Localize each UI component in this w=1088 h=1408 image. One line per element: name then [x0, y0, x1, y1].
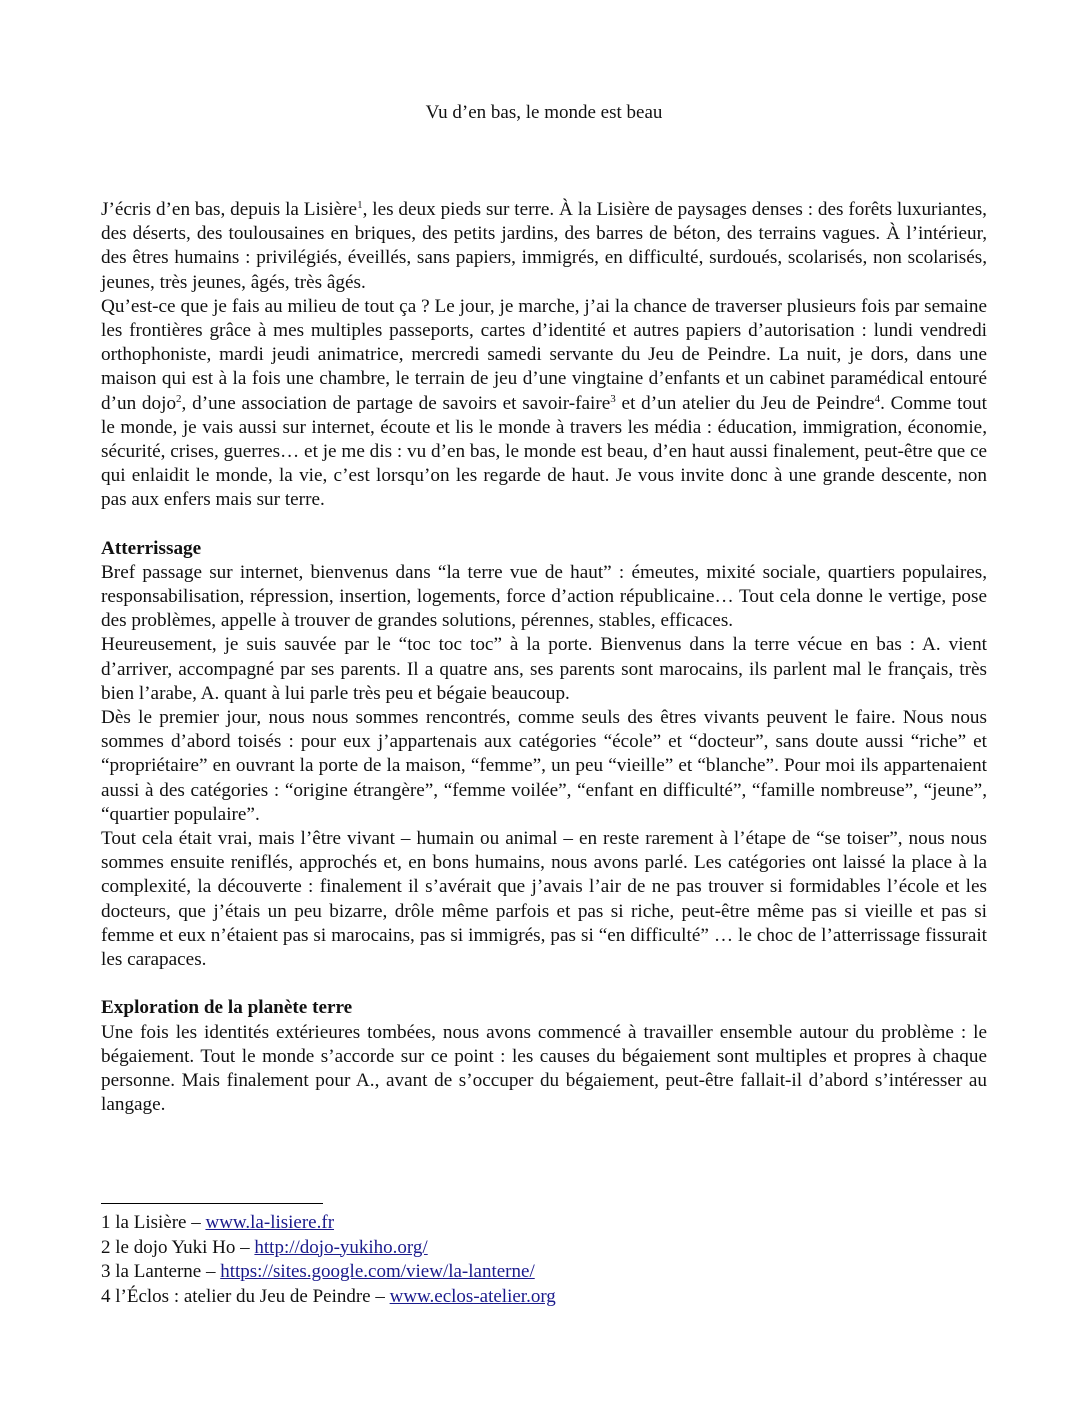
footnote-2	[101, 1236, 987, 1261]
footnote-4	[101, 1285, 987, 1310]
footnote-link[interactable]: www.la-lisiere.fr	[205, 1212, 335, 1233]
footnote-link[interactable]: http://dojo-yukiho.org/	[254, 1236, 428, 1258]
intro-paragraph-2	[101, 295, 987, 513]
section1-paragraph-2: Heureusement, je suis sauvée par le “toc toc toc” à la porte. Bienvenus dans la terre vécue en bas : A. vient d’arriver, accompagné par ses parents. Il a quatre ans, ses parents sont marocains, ils parlent mal le français, très bien l’arabe, A. quant à lui parle très peu et bégaie beaucoup.	[101, 634, 987, 704]
section1-paragraph-3: Dès le premier jour, nous nous sommes rencontrés, comme seuls des êtres vivants peuvent le faire. Nous nous sommes d’abord toisés : pour eux j’appartenais aux catégories “école” et “docteur”, sans doute aussi “riche” et “propriétaire” en ouvrant la porte de la maison, “femme”, un peu “vieille” et “blanche”. Pour moi ils appartenaient aussi à des catégories : “origine étrangère”, “femme voilée”, “enfant en difficulté”, “famille nombreuse”, “jeune”, “quartier populaire”.	[101, 707, 987, 825]
section1-paragraph-4: Tout cela était vrai, mais l’être vivant – humain ou animal – en reste rarement à l’étape de “se toiser”, nous nous sommes ensuite reniflés, approchés et, en bons humains, nous avons parlé. Les catégories ont laissé la place à la complexité, la découverte : finalement il s’avérait que j’avais l’air de ne pas trouver si formidables l’école et les docteurs, que j’étais un peu bizarre, drôle même parfois et pas si riche, peut-être même pas si vieille et pas si femme et eux n’étaient pas si marocains, pas si immigrés, pas si “en difficulté” … le choc de l’atterrissage fissurait les carapaces.	[101, 828, 987, 971]
footnote-1	[101, 1211, 987, 1236]
footnote-link[interactable]: https://sites.google.com/view/la-lanterne/	[220, 1261, 535, 1282]
article-body	[101, 198, 987, 1117]
section2-paragraph-1: Une fois les identités extérieures tombées, nous avons commencé à travailler ensemble autour du problème : le bégaiement. Tout le monde s’accorde sur ce point : les causes du bégaiement sont multiples et propres à chaque personne. Mais finalement pour A., avant de s’occuper du bégaiement, peut-être fallait-il d’abord s’intéresser au langage.	[101, 1021, 987, 1116]
section-heading-atterrissage: Atterrissage	[101, 537, 202, 559]
footnote-ref-2[interactable]: 2	[176, 392, 182, 405]
page-title: Vu d’en bas, le monde est beau	[425, 102, 663, 123]
footnote-number: 1	[101, 1212, 111, 1233]
footnote-number: 2	[101, 1236, 111, 1258]
footnote-ref-3[interactable]: 3	[610, 392, 616, 405]
footnote-link[interactable]: www.eclos-atelier.org	[389, 1285, 556, 1307]
footnote-ref-1[interactable]: 1	[357, 199, 363, 211]
footnote-separator	[101, 1203, 323, 1204]
text-run: , d’une association de partage de savoirs et savoir-faire	[181, 392, 611, 414]
section-heading-exploration: Exploration de la planète terre	[101, 997, 353, 1019]
text-run: Qu’est-ce que je fais au milieu de tout ça ? Le jour, je marche, j’ai la chance de traverser plusieurs fois par semaine les frontières grâce à mes multiples passeports, cartes d’identité et autres papiers d’autorisation : lundi vendredi orthophoniste, mardi jeudi animatrice, mercredi samedi servante du Jeu de Peindre. La nuit, je dors, dans une maison qui est à la fois une chambre, le terrain de jeu d’une vingtaine d’enfants et un cabinet paramédical entouré d’un dojo	[101, 295, 987, 414]
footnote-text: la Lanterne –	[110, 1261, 221, 1282]
footnotes	[101, 1211, 987, 1309]
text-run: , les deux pieds sur terre. À la Lisière de paysages denses : des forêts luxuriantes, des déserts, des toulousaines en briques, des petits jardins, des barres de béton, des terrains vagues. À l’intérieur, des êtres humains : privilégiés, éveillés, sans papiers, immigrés, en difficulté, surdoués, scolarisés, non scolarisés, jeunes, très jeunes, âgés, très âgés.	[101, 199, 987, 293]
footnote-ref-4[interactable]: 4	[874, 392, 881, 405]
footnote-text: la Lisière –	[110, 1212, 206, 1233]
footnote-text: l’Éclos : atelier du Jeu de Peindre –	[110, 1285, 390, 1307]
section1-paragraph-1: Bref passage sur internet, bienvenus dans “la terre vue de haut” : émeutes, mixité sociale, quartiers populaires, responsabilisation, répression, insertion, logements, force d’action républicaine… Tout cela donne le vertige, pose des problèmes, appelle à trouver de grandes solutions, pérennes, stables, efficaces.	[101, 561, 987, 632]
footnote-number: 4	[101, 1285, 111, 1307]
footnote-text: le dojo Yuki Ho –	[110, 1236, 255, 1258]
footnote-number: 3	[101, 1261, 111, 1282]
text-run: J’écris d’en bas, depuis la Lisière	[101, 199, 358, 220]
intro-paragraph-1	[101, 198, 987, 295]
text-run: et d’un atelier du Jeu de Peindre	[615, 392, 875, 414]
footnote-3	[101, 1260, 987, 1285]
text-run: . Comme tout le monde, je vais aussi sur internet, écoute et lis le monde à travers les média : éducation, immigration, économie, sécurité, crises, guerres… et je me dis : vu d’en bas, le monde est beau, d’en haut aussi finalement, peut-être que ce qui enlaidit le monde, la vie, c’est lorsqu’on les regarde de haut. Je vous invite donc à une grande descente, non pas aux enfers mais sur terre.	[101, 392, 987, 511]
